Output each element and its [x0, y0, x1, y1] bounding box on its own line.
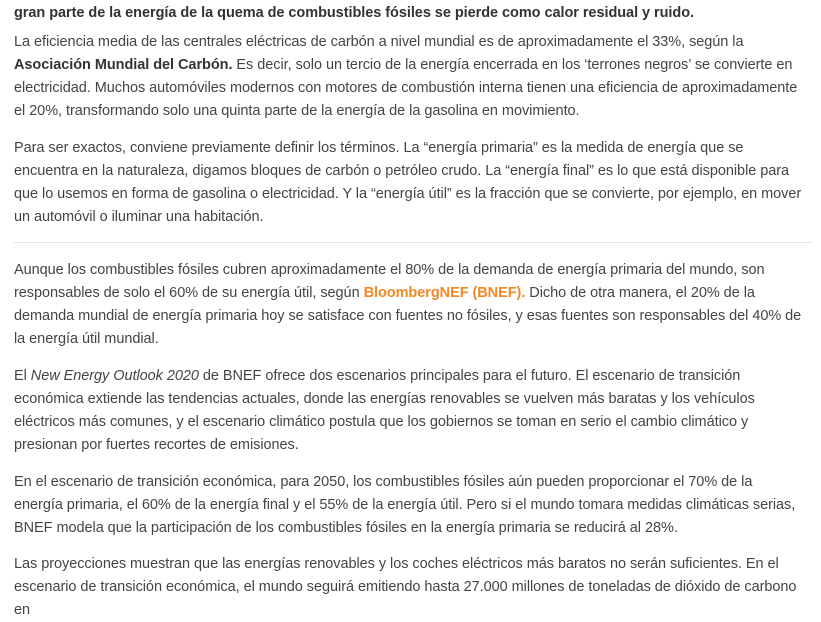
- paragraph-neo-scenarios: [14, 365, 804, 457]
- bloombergnef-link[interactable]: BloombergNEF (BNEF).: [363, 285, 526, 301]
- section-divider: [14, 242, 812, 243]
- paragraph-text: El: [14, 368, 31, 384]
- paragraph-energy-definitions: Para ser exactos, conviene previamente definir los términos. La “energía primaria” es la medida de energía que se encuentra en la naturaleza, digamos bloques de carbón o petróleo crudo. La “energía final” es lo que está disponible para que lo usemos en forma de gasolina o electricidad. Y la “energía útil” es la fracción que se convierte, por ejemplo, en mover un automóvil o iluminar una habitación.: [14, 140, 802, 225]
- world-coal-association-text: Asociación Mundial del Carbón.: [14, 57, 233, 73]
- paragraph-text: de BNEF ofrece dos escenarios principales para el futuro. El escenario de transición económica extiende las tendencias actuales, donde las energías renovables se vuelven más baratas y los vehículos eléctricos más comunes, y el escenario climático postula que los gobiernos se toman en serio el cambio climático y presionan por fuertes recortes de emisiones.: [14, 368, 755, 453]
- paragraph-projections: Las proyecciones muestran que las energías renovables y los coches eléctricos más baratos no serán suficientes. En el escenario de transición económica, el mundo seguirá emitiendo hasta 27.000 millones de toneladas de dióxido de carbono en: [14, 556, 797, 618]
- report-title-italic: New Energy Outlook 2020: [30, 368, 199, 384]
- paragraph-text: Aunque los combustibles fósiles cubren aproximadamente el 80% de la demanda de energía primaria del mundo, son responsables de solo el 60% de su energía útil, según: [14, 262, 765, 301]
- paragraph-fossil-share: [14, 259, 804, 351]
- paragraph-coal-efficiency: [14, 31, 804, 123]
- paragraph-text: Es decir, solo un tercio de la energía encerrada en los ‘terrones negros’ se convierte en electricidad. Muchos automóviles modernos con motores de combustión interna tienen una eficiencia de aproximadamente el 20%, transformando solo una quinta parte de la energía de la gasolina en movimiento.: [14, 57, 798, 119]
- paragraph-text: La eficiencia media de las centrales eléctricas de carbón a nivel mundial es de aproximadamente el 33%, según la: [14, 34, 744, 50]
- paragraph-2050-projection: En el escenario de transición económica, para 2050, los combustibles fósiles aún pueden proporcionar el 70% de la energía primaria, el 60% de la energía final y el 55% de la energía útil. Pero si el mundo tomara medidas climáticas serias, BNEF modela que la participación de los combustibles fósiles en la energía primaria se reducirá al 28%.: [14, 474, 796, 536]
- paragraph-text: Dicho de otra manera, el 20% de la demanda mundial de energía primaria hoy se satisface con fuentes no fósiles, y esas fuentes son responsables del 40% de la energía útil mundial.: [14, 285, 802, 347]
- lead-bold-text: gran parte de la energía de la quema de combustibles fósiles se pierde como calor residual y ruido.: [14, 5, 694, 21]
